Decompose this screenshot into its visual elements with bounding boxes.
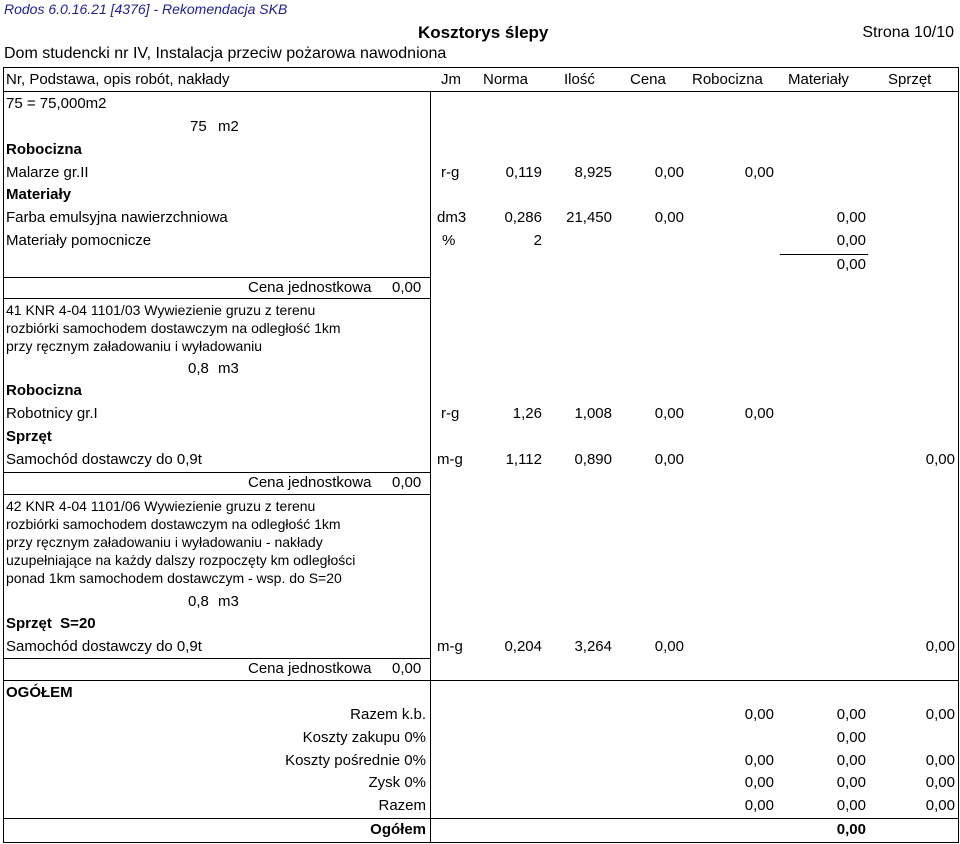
koszty-posrednie-sprzet: 0,00 — [925, 752, 955, 769]
ogolem-value: 0,00 — [836, 821, 866, 838]
razem-kb-materialy: 0,00 — [836, 706, 866, 723]
zysk-sprzet: 0,00 — [925, 774, 955, 791]
pos41-qty-unit: m3 — [218, 360, 239, 377]
unit-price-1: 0,00 — [392, 279, 422, 296]
materialy-sum: 0,00 — [836, 256, 866, 273]
col-robocizna-header: Robocizna — [692, 71, 763, 88]
row-farba-ilosc: 21,450 — [566, 209, 612, 226]
page-label: Strona 10/10 — [862, 24, 954, 41]
measure-formula: 75 = 75,000m2 — [6, 95, 107, 112]
pos42-line3: przy ręcznym załadowaniu i wyładowaniu - nakłady — [6, 534, 323, 550]
pos42-samochod-norma: 0,204 — [504, 638, 542, 655]
pos42-samochod-jm: m-g — [437, 638, 463, 655]
frame-left — [3, 67, 4, 843]
position-separator-41 — [3, 298, 431, 299]
col-materialy-header: Materiały — [788, 71, 849, 88]
pos42-samochod-ilosc: 3,264 — [574, 638, 612, 655]
pos41-line1: 41 KNR 4-04 1101/03 Wywiezienie gruzu z terenu — [6, 302, 316, 318]
subtitle: Dom studencki nr IV, Instalacja przeciw pożarowa nawodniona — [4, 45, 447, 62]
pos41-samochod-ilosc: 0,890 — [574, 451, 612, 468]
header-top-rule — [3, 67, 958, 68]
col-desc-header: Nr, Podstawa, opis robót, nakłady — [6, 71, 230, 88]
unit-price-rule-1 — [3, 277, 431, 278]
unit-price-rule-41 — [3, 472, 431, 473]
col-sprzet-header: Sprzęt — [888, 71, 932, 88]
col-ilosc-header: Ilość — [564, 71, 595, 88]
pos41-qty: 0,8 — [188, 360, 209, 377]
row-malarze-norma: 0,119 — [505, 164, 542, 181]
row-farba-jm: dm3 — [437, 209, 467, 226]
row-malarze-robocizna: 0,00 — [744, 164, 774, 181]
unit-price-label-1: Cena jednostkowa — [248, 279, 372, 296]
razem-kb-label: Razem k.b. — [350, 706, 426, 723]
row-pomocnicze-materialy: 0,00 — [836, 232, 866, 249]
col-norma-header: Norma — [483, 71, 529, 88]
pos41-robotnicy-ilosc: 1,008 — [574, 405, 612, 422]
razem-sprzet: 0,00 — [925, 797, 955, 814]
pos41-samochod-sprzet: 0,00 — [925, 451, 955, 468]
ogolem-rule — [3, 818, 959, 819]
pos41-robocizna-heading: Robocizna — [6, 382, 82, 399]
koszty-posrednie-label: Koszty pośrednie 0% — [285, 752, 426, 769]
razem-kb-robocizna: 0,00 — [744, 706, 774, 723]
zysk-robocizna: 0,00 — [744, 774, 774, 791]
pos41-samochod-norma: 1,112 — [505, 451, 542, 468]
row-farba-cena: 0,00 — [654, 209, 684, 226]
frame-bottom — [3, 842, 959, 843]
pos42-line4: uzupełniające na każdy dalszy rozpoczęty km odległości — [6, 552, 356, 568]
app-title: Rodos 6.0.16.21 [4376] - Rekomendacja SKB — [4, 1, 288, 17]
pos42-sprzet-heading: Sprzęt S=20 — [6, 615, 96, 632]
zysk-materialy: 0,00 — [836, 774, 866, 791]
row-farba-norma: 0,286 — [504, 209, 542, 226]
pos41-sprzet-heading: Sprzęt — [6, 428, 52, 445]
unit-price-42: 0,00 — [392, 660, 422, 677]
summary-heading: OGÓŁEM — [6, 684, 73, 701]
zysk-label: Zysk 0% — [368, 774, 426, 791]
koszty-zakupu-materialy: 0,00 — [836, 729, 866, 746]
robocizna-heading: Robocizna — [6, 141, 82, 158]
pos41-robotnicy-jm: r-g — [441, 405, 460, 422]
pos41-robotnicy-robocizna: 0,00 — [744, 405, 774, 422]
pos41-robotnicy-norma: 1,26 — [512, 405, 542, 422]
pos41-robotnicy-cena: 0,00 — [654, 405, 684, 422]
materialy-sum-rule — [780, 254, 868, 255]
materialy-heading: Materiały — [6, 186, 72, 203]
unit-price-label-41: Cena jednostkowa — [248, 474, 372, 491]
position-separator-42 — [3, 494, 431, 495]
unit-price-41: 0,00 — [392, 474, 422, 491]
razem-kb-sprzet: 0,00 — [925, 706, 955, 723]
razem-materialy: 0,00 — [836, 797, 866, 814]
pos41-robotnicy-name: Robotnicy gr.I — [6, 405, 98, 422]
pos42-line1: 42 KNR 4-04 1101/06 Wywiezienie gruzu z terenu — [6, 498, 316, 514]
pos42-qty-unit: m3 — [218, 593, 239, 610]
unit-price-label-42: Cena jednostkowa — [248, 660, 372, 677]
razem-robocizna: 0,00 — [744, 797, 774, 814]
pos42-samochod-name: Samochód dostawczy do 0,9t — [6, 638, 202, 655]
doc-title: Kosztorys ślepy — [418, 23, 549, 42]
pos41-line3: przy ręcznym załadowaniu i wyładowaniu — [6, 338, 263, 354]
frame-right — [958, 67, 959, 843]
row-malarze-cena: 0,00 — [654, 164, 684, 181]
razem-label: Razem — [378, 797, 426, 814]
row-malarze-ilosc: 8,925 — [574, 164, 612, 181]
koszty-posrednie-materialy: 0,00 — [836, 752, 866, 769]
row-farba-materialy: 0,00 — [836, 209, 866, 226]
pos42-samochod-cena: 0,00 — [654, 638, 684, 655]
koszty-posrednie-robocizna: 0,00 — [744, 752, 774, 769]
pos41-line2: rozbiórki samochodem dostawczym na odległość 1km — [6, 320, 341, 336]
qty-unit: m2 — [218, 118, 239, 135]
pos41-samochod-jm: m-g — [437, 451, 463, 468]
pos42-line2: rozbiórki samochodem dostawczym na odległość 1km — [6, 516, 341, 532]
pos42-samochod-sprzet: 0,00 — [925, 638, 955, 655]
col-cena-header: Cena — [630, 71, 666, 88]
ogolem-label: Ogółem — [370, 821, 426, 838]
row-malarze-name: Malarze gr.II — [6, 164, 89, 181]
pos42-line5: ponad 1km samochodem dostawczym - wsp. do S=20 — [6, 570, 342, 586]
unit-price-rule-42 — [3, 658, 431, 659]
qty-value: 75 — [190, 118, 207, 135]
row-malarze-jm: r-g — [441, 164, 460, 181]
pos41-samochod-name: Samochód dostawczy do 0,9t — [6, 451, 202, 468]
pos41-samochod-cena: 0,00 — [654, 451, 684, 468]
desc-column-divider — [430, 91, 431, 843]
header-bottom-rule — [3, 91, 958, 92]
summary-separator — [3, 680, 959, 681]
koszty-zakupu-label: Koszty zakupu 0% — [302, 729, 426, 746]
pos42-qty: 0,8 — [188, 593, 209, 610]
row-pomocnicze-name: Materiały pomocnicze — [6, 232, 152, 249]
col-jm-header: Jm — [441, 71, 461, 88]
row-pomocnicze-norma: 2 — [533, 232, 542, 249]
row-pomocnicze-jm: % — [442, 232, 456, 249]
row-farba-name: Farba emulsyjna nawierzchniowa — [6, 209, 228, 226]
